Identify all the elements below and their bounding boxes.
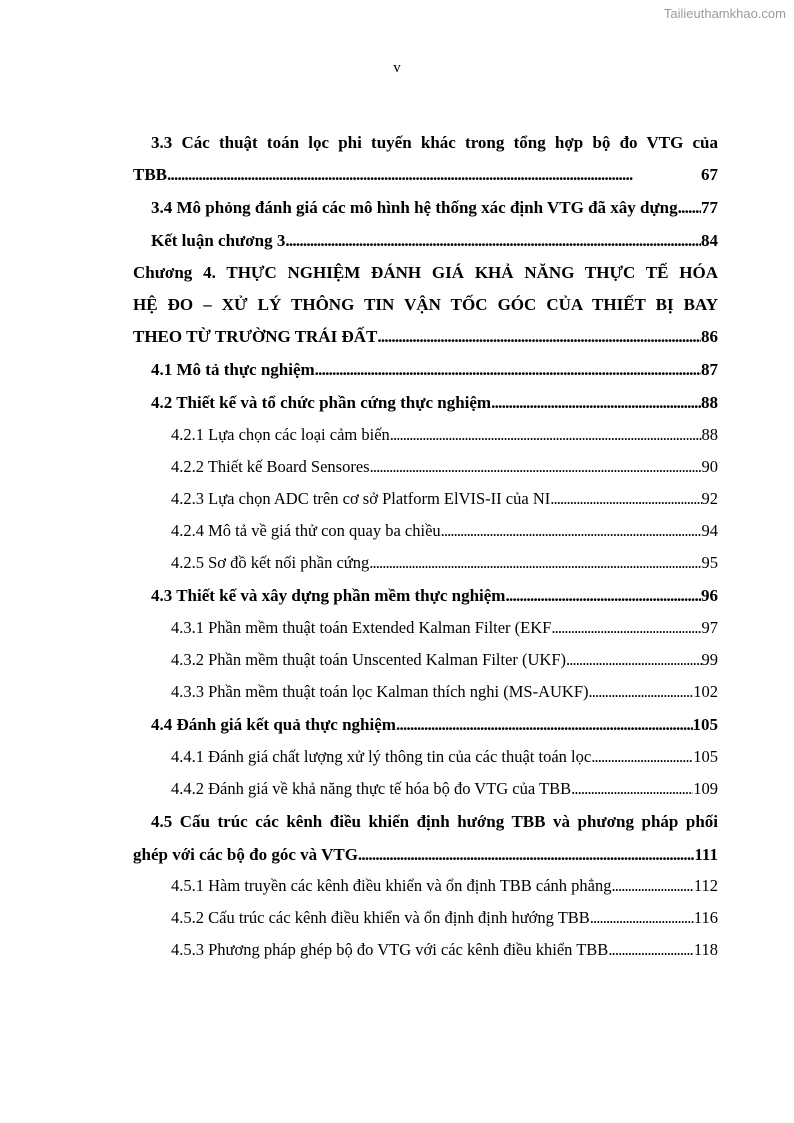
- toc-page: 90: [701, 457, 718, 476]
- toc-title: 4.3 Thiết kế và xây dựng phần mềm thực nghiệm: [151, 586, 506, 605]
- toc-entry-4-3-3[interactable]: [133, 682, 718, 702]
- toc-page: 109: [693, 779, 718, 798]
- toc-entry-3-4[interactable]: [133, 198, 718, 218]
- toc-page: 84: [701, 231, 718, 250]
- toc-page: 95: [701, 553, 718, 572]
- toc-title: 4.5.2 Cấu trúc các kênh điều khiển và ổn định định hướng TBB: [171, 908, 590, 927]
- toc-page: 92: [701, 489, 718, 508]
- toc-entry-4-5[interactable]: [133, 845, 718, 865]
- toc-entry-4-5-2[interactable]: [133, 908, 718, 928]
- toc-page: 105: [693, 747, 718, 766]
- toc-title: 4.4 Đánh giá kết quả thực nghiệm: [151, 715, 396, 734]
- toc-entry-3-3-line1[interactable]: 3.3 Các thuật toán lọc phi tuyến khác trong tổng hợp bộ đo VTG của: [151, 133, 718, 152]
- toc-entry-4-4[interactable]: [133, 715, 718, 735]
- toc-page: 97: [701, 618, 718, 637]
- toc-entry-4-4-1[interactable]: [133, 747, 718, 767]
- toc-entry-3-3[interactable]: [133, 165, 718, 185]
- toc-page: 102: [693, 682, 718, 701]
- toc-page: 88: [701, 425, 718, 444]
- toc-title: ghép với các bộ đo góc và VTG: [133, 845, 358, 864]
- watermark: Tailieuthamkhao.com: [663, 6, 786, 21]
- toc-title: 4.4.2 Đánh giá về khả năng thực tế hóa bộ đo VTG của TBB: [171, 779, 572, 798]
- toc-entry-4-3-2[interactable]: [133, 650, 718, 670]
- toc-entry-4-1[interactable]: [133, 360, 718, 380]
- toc-title: 4.2.3 Lựa chọn ADC trên cơ sở Platform ElVIS-II của NI: [171, 489, 551, 508]
- toc-page: 116: [693, 908, 718, 927]
- toc-page: 67: [701, 165, 718, 184]
- page-number: v: [393, 60, 401, 76]
- toc-entry-4-2-2[interactable]: [133, 457, 718, 477]
- toc-page: 111: [694, 845, 718, 864]
- toc-entry-4-2-1[interactable]: [133, 425, 718, 445]
- toc-title: THEO TỪ TRƯỜNG TRÁI ĐẤT: [133, 327, 378, 346]
- toc-title: 4.2.2 Thiết kế Board Sensores: [171, 457, 370, 476]
- toc-page: 86: [701, 327, 718, 346]
- toc-title: Kết luận chương 3: [151, 231, 286, 250]
- toc-page: 96: [701, 586, 718, 605]
- toc-title: 4.5.1 Hàm truyền các kênh điều khiển và ổn định TBB cánh phẳng: [171, 876, 612, 895]
- toc-entry-4-2-5[interactable]: [133, 553, 718, 573]
- toc-page: 94: [701, 521, 718, 540]
- toc-page: 118: [693, 940, 718, 959]
- toc-title: 4.1 Mô tả thực nghiệm: [151, 360, 315, 379]
- toc-page: 105: [692, 715, 718, 734]
- toc-entry-4-5-1[interactable]: [133, 876, 718, 896]
- toc-chapter-4-line2[interactable]: HỆ ĐO – XỬ LÝ THÔNG TIN VẬN TỐC GÓC CỦA THIẾT BỊ BAY: [133, 295, 718, 314]
- toc-page: 87: [701, 360, 718, 379]
- toc-title: 4.5.3 Phương pháp ghép bộ đo VTG với các kênh điều khiển TBB: [171, 940, 609, 959]
- toc-page: 112: [693, 876, 718, 895]
- toc-entry-4-2[interactable]: [133, 393, 718, 413]
- toc-page: 88: [701, 393, 718, 412]
- toc-entry-4-3-1[interactable]: [133, 618, 718, 638]
- toc-title: 4.3.1 Phần mềm thuật toán Extended Kalman Filter (EKF: [171, 618, 552, 637]
- toc-page: 77: [701, 198, 718, 217]
- toc-title: 4.2.1 Lựa chọn các loại cảm biến: [171, 425, 390, 444]
- toc-title: 4.3.3 Phần mềm thuật toán lọc Kalman thích nghi (MS-AUKF): [171, 682, 589, 701]
- toc-chapter-4-line1[interactable]: Chương 4. THỰC NGHIỆM ĐÁNH GIÁ KHẢ NĂNG THỰC TẾ HÓA: [133, 263, 718, 282]
- toc-title: 4.2 Thiết kế và tổ chức phần cứng thực nghiệm: [151, 393, 492, 412]
- toc-entry-4-5-line1[interactable]: 4.5 Cấu trúc các kênh điều khiển định hướng TBB và phương pháp phối: [151, 812, 718, 831]
- toc-entry-4-4-2[interactable]: [133, 779, 718, 799]
- toc-chapter-4[interactable]: [133, 327, 718, 347]
- toc-entry-4-2-3[interactable]: [133, 489, 718, 509]
- toc-entry-4-5-3[interactable]: [133, 940, 718, 960]
- toc-title: 4.4.1 Đánh giá chất lượng xử lý thông tin của các thuật toán lọc: [171, 747, 592, 766]
- toc-entry-conclusion-3[interactable]: [133, 231, 718, 251]
- toc-title: 3.4 Mô phỏng đánh giá các mô hình hệ thống xác định VTG đã xây dựng: [151, 198, 678, 217]
- toc-title: 4.2.5 Sơ đồ kết nối phần cứng: [171, 553, 370, 572]
- toc-entry-4-3[interactable]: [133, 586, 718, 606]
- toc-title: 4.3.2 Phần mềm thuật toán Unscented Kalman Filter (UKF): [171, 650, 567, 669]
- toc-page: 99: [701, 650, 718, 669]
- toc-title: TBB: [133, 165, 168, 184]
- toc-entry-4-2-4[interactable]: [133, 521, 718, 541]
- toc-title: 4.2.4 Mô tả về giá thử con quay ba chiều: [171, 521, 441, 540]
